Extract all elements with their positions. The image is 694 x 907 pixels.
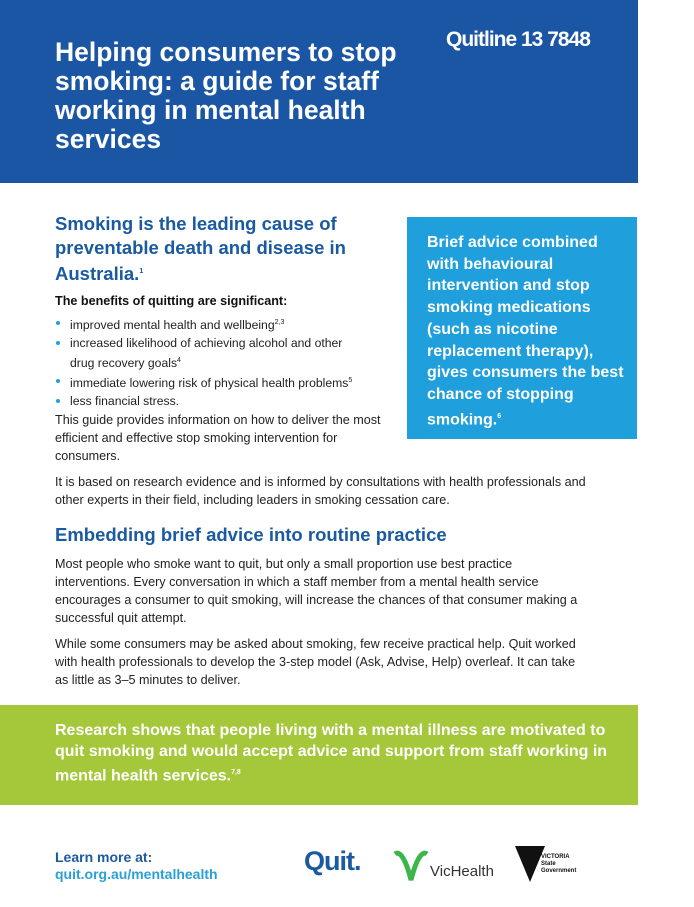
learn-more-label: Learn more at: <box>55 849 153 865</box>
benefits-list <box>55 314 385 410</box>
intro-paragraph: This guide provides information on how to deliver the most efficient and effective stop smoking intervention for consumers. <box>55 413 381 463</box>
list-item: increased likelihood of achieving alcohol and other drug recovery goals$^4$ <box>55 334 370 372</box>
victoria-logo: VICTORIA State Government <box>515 846 545 887</box>
list-item: improved mental health and wellbeing$^{2,3}$ <box>55 314 385 334</box>
section-paragraph-2: While some consumers may be asked about smoking, few receive practical help. Quit worked with health professionals to develop the 3-step model (Ask, Advise, Help) overleaf. It can take as little as 3–5 minutes to deliver. <box>55 637 576 687</box>
intro-heading: Smoking is the leading cause of preventable death and disease in Australia.$^1$ <box>55 213 346 285</box>
intro-paragraph-2: It is based on research evidence and is informed by consultations with health professionals and other experts in their field, including leaders in smoking cessation care. <box>55 475 586 507</box>
list-item: immediate lowering risk of physical health problems$^5$ <box>55 372 385 392</box>
benefits-title: The benefits of quitting are significant: <box>55 294 288 308</box>
header-banner <box>0 0 638 183</box>
section-heading: Embedding brief advice into routine practice <box>55 524 447 545</box>
quitline-logo: Quitline 13 7848 <box>446 28 590 51</box>
research-band: Research shows that people living with a mental illness are motivated to quit smoking and would accept advice and support from staff working in mental health services.$^{7,8}$ <box>0 705 638 805</box>
vichealth-heart-icon <box>392 850 430 886</box>
quit-logo: Quit. <box>304 846 361 876</box>
learn-more-link[interactable]: quit.org.au/mentalhealth <box>55 866 218 882</box>
section-paragraph: Most people who smoke want to quit, but only a small proportion use best practice interventions. Every conversation in which a staff member from a mental health service encourages a consumer to quit smoking, will increase the chances of that consumer making a successful quit attempt. <box>55 557 578 625</box>
page-title: Helping consumers to stop smoking: a guide for staff working in mental health services <box>55 37 397 154</box>
learn-more <box>55 849 218 883</box>
list-item: less financial stress. <box>55 392 385 410</box>
vichealth-logo: VicHealth <box>392 850 430 891</box>
callout-box: Brief advice combined with behavioural intervention and stop smoking medications (such as nicotine replacement therapy), gives consumers the best chance of stopping smoking.$^6$ <box>407 217 637 439</box>
